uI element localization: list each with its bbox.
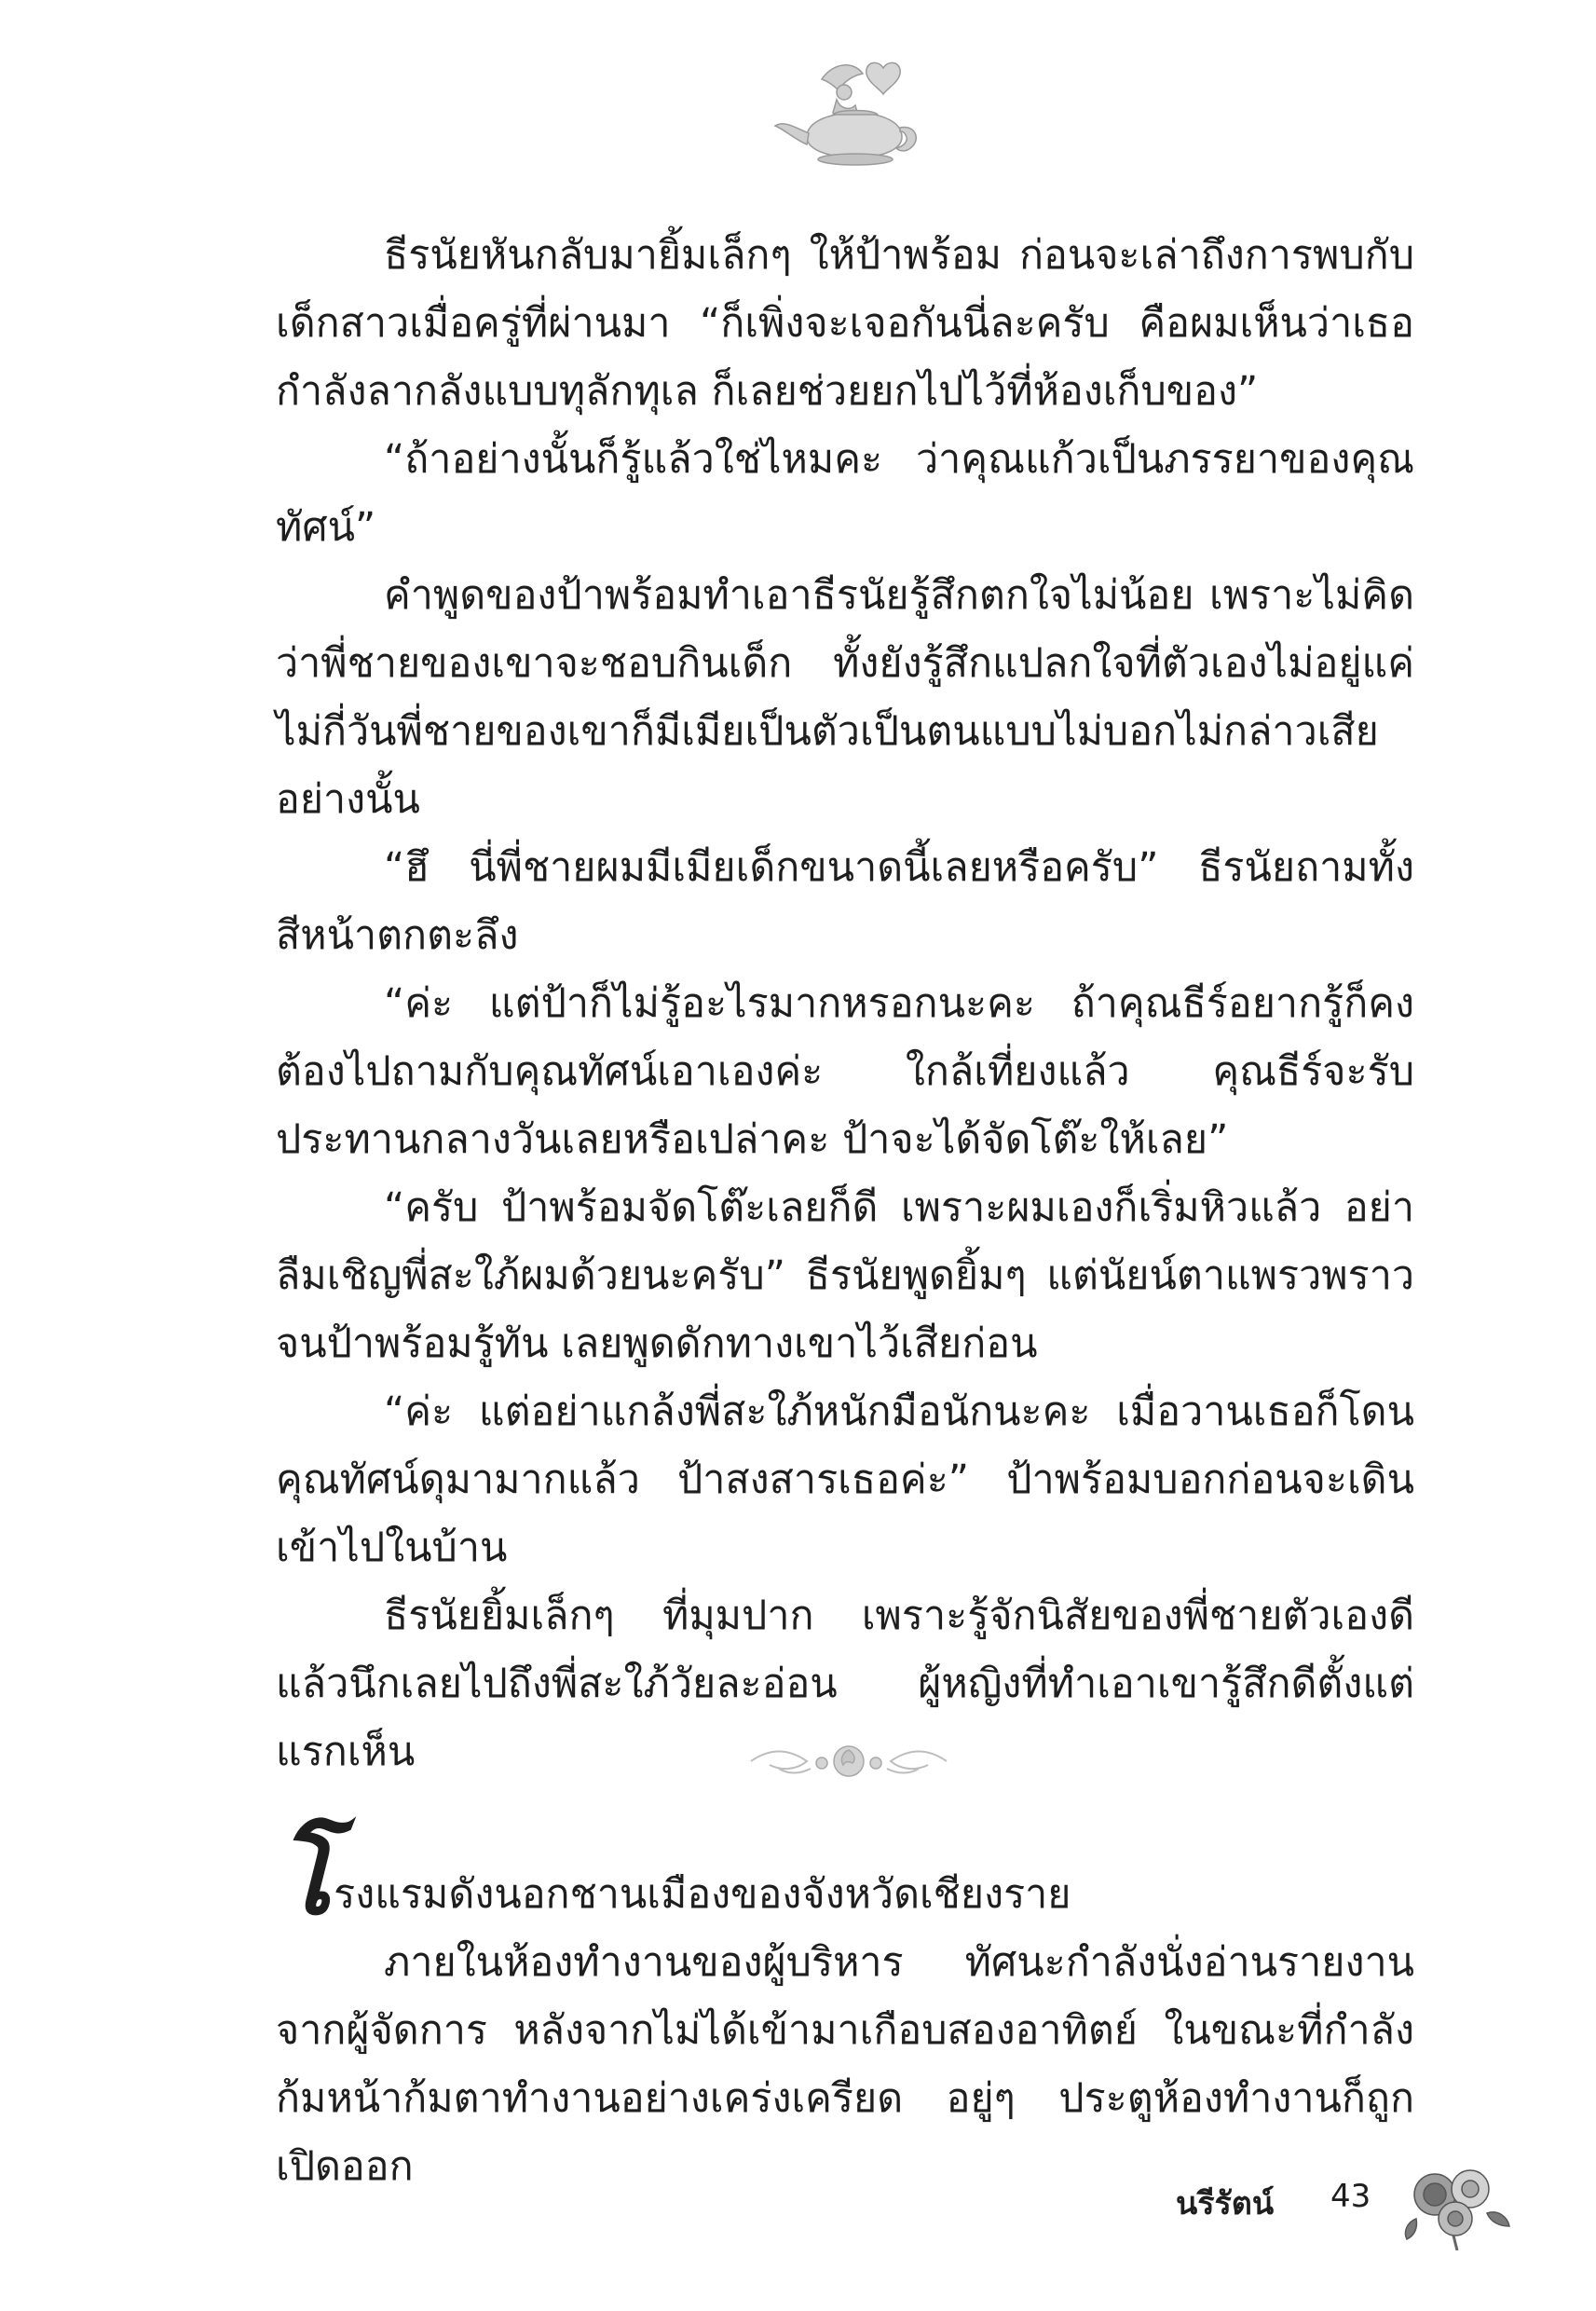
paragraph: ธีรนัยหันกลับมายิ้มเล็กๆ ให้ป้าพร้อม ก่อนจะเล่าถึงการพบกับเด็กสาวเมื่อครู่ที่ผ่านมา “ก็เพิ่งจะเจอกันนี่ละครับ คือผมเห็นว่าเธอกำลังลากลังแบบทุลักทุเล ก็เลยช่วยยกไปไว้ที่ห้องเก็บของ” — [276, 232, 1414, 415]
paragraph: “ค่ะ แต่ป้าก็ไม่รู้อะไรมากหรอกนะคะ ถ้าคุณธีร์อยากรู้ก็คงต้องไปถามกับคุณทัศน์เอาเองค่ะ ใกล้เที่ยงแล้ว คุณธีร์จะรับประทานกลางวันเลยหรือเปล่าคะ ป้าจะได้จัดโต๊ะให้เลย” — [276, 980, 1414, 1163]
drop-cap: โ — [276, 1816, 333, 1938]
author-name: นรีรัตน์ — [1176, 2185, 1275, 2222]
paragraph: “ค่ะ แต่อย่าแกล้งพี่สะใภ้หนักมือนักนะคะ เมื่อวานเธอก็โดนคุณทัศน์ดุมามากแล้ว ป้าสงสารเธอค่ะ” ป้าพร้อมบอกก่อนจะเดินเข้าไปในบ้าน — [276, 1388, 1414, 1571]
rose-scroll-divider-icon — [742, 1733, 956, 1789]
paragraph: คำพูดของป้าพร้อมทำเอาธีรนัยรู้สึกตกใจไม่น้อย เพราะไม่คิดว่าพี่ชายของเขาจะชอบกินเด็ก ทั้งยังรู้สึกแปลกใจที่ตัวเองไม่อยู่แค่ไม่กี่วันพี่ชายของเขาก็มีเมียเป็นตัวเป็นตนแบบไม่บอกไม่กล่าวเสียอย่างนั้น — [276, 572, 1414, 823]
paragraph: “ครับ ป้าพร้อมจัดโต๊ะเลยก็ดี เพราะผมเองก็เริ่มหิวแล้ว อย่าลืมเชิญพี่สะใภ้ผมด้วยนะครับ” ธีรนัยพูดยิ้มๆ แต่นัยน์ตาแพรวพราวจนป้าพร้อมรู้ทัน เลยพูดดักทางเขาไว้เสียก่อน — [276, 1184, 1414, 1367]
page-footer — [0, 2157, 1596, 2250]
paragraph: “ถ้าอย่างนั้นก็รู้แล้วใช่ไหมคะ ว่าคุณแก้วเป็นภรรยาของคุณทัศน์” — [276, 436, 1414, 551]
paragraph: ธีรนัยยิ้มเล็กๆ ที่มุมปาก เพราะรู้จักนิสัยของพี่ชายตัวเองดี แล้วนึกเลยไปถึงพี่สะใภ้วัยละอ่อน ผู้หญิงที่ทำเอาเขารู้สึกดีตั้งแต่แรกเห็น — [276, 1593, 1414, 1775]
body-text-section-1 — [276, 222, 1414, 1786]
paragraph: ภายในห้องทำงานของผู้บริหาร ทัศนะกำลังนั่งอ่านรายงานจากผู้จัดการ หลังจากไม่ได้เข้ามาเกือบสองอาทิตย์ ในขณะที่กำลังก้มหน้าก้มตาทำงานอย่างเคร่งเครียด อยู่ๆ ประตูห้องทำงานก็ถูกเปิดออก — [276, 1939, 1414, 2190]
flower-bouquet-icon — [1398, 2157, 1519, 2250]
paragraph: “ฮึ นี่พี่ชายผมมีเมียเด็กขนาดนี้เลยหรือครับ” ธีรนัยถามทั้งสีหน้าตกตะลึง — [276, 844, 1414, 959]
section-opening-paragraph — [276, 1816, 1414, 1938]
body-text-section-2 — [276, 1816, 1414, 2201]
section-opening-line: รงแรมดังนอกชานเมืองของจังหวัดเชียงราย — [334, 1871, 1071, 1918]
teapot-cupid-ornament-icon — [764, 51, 932, 172]
page-number: 43 — [1330, 2178, 1371, 2215]
